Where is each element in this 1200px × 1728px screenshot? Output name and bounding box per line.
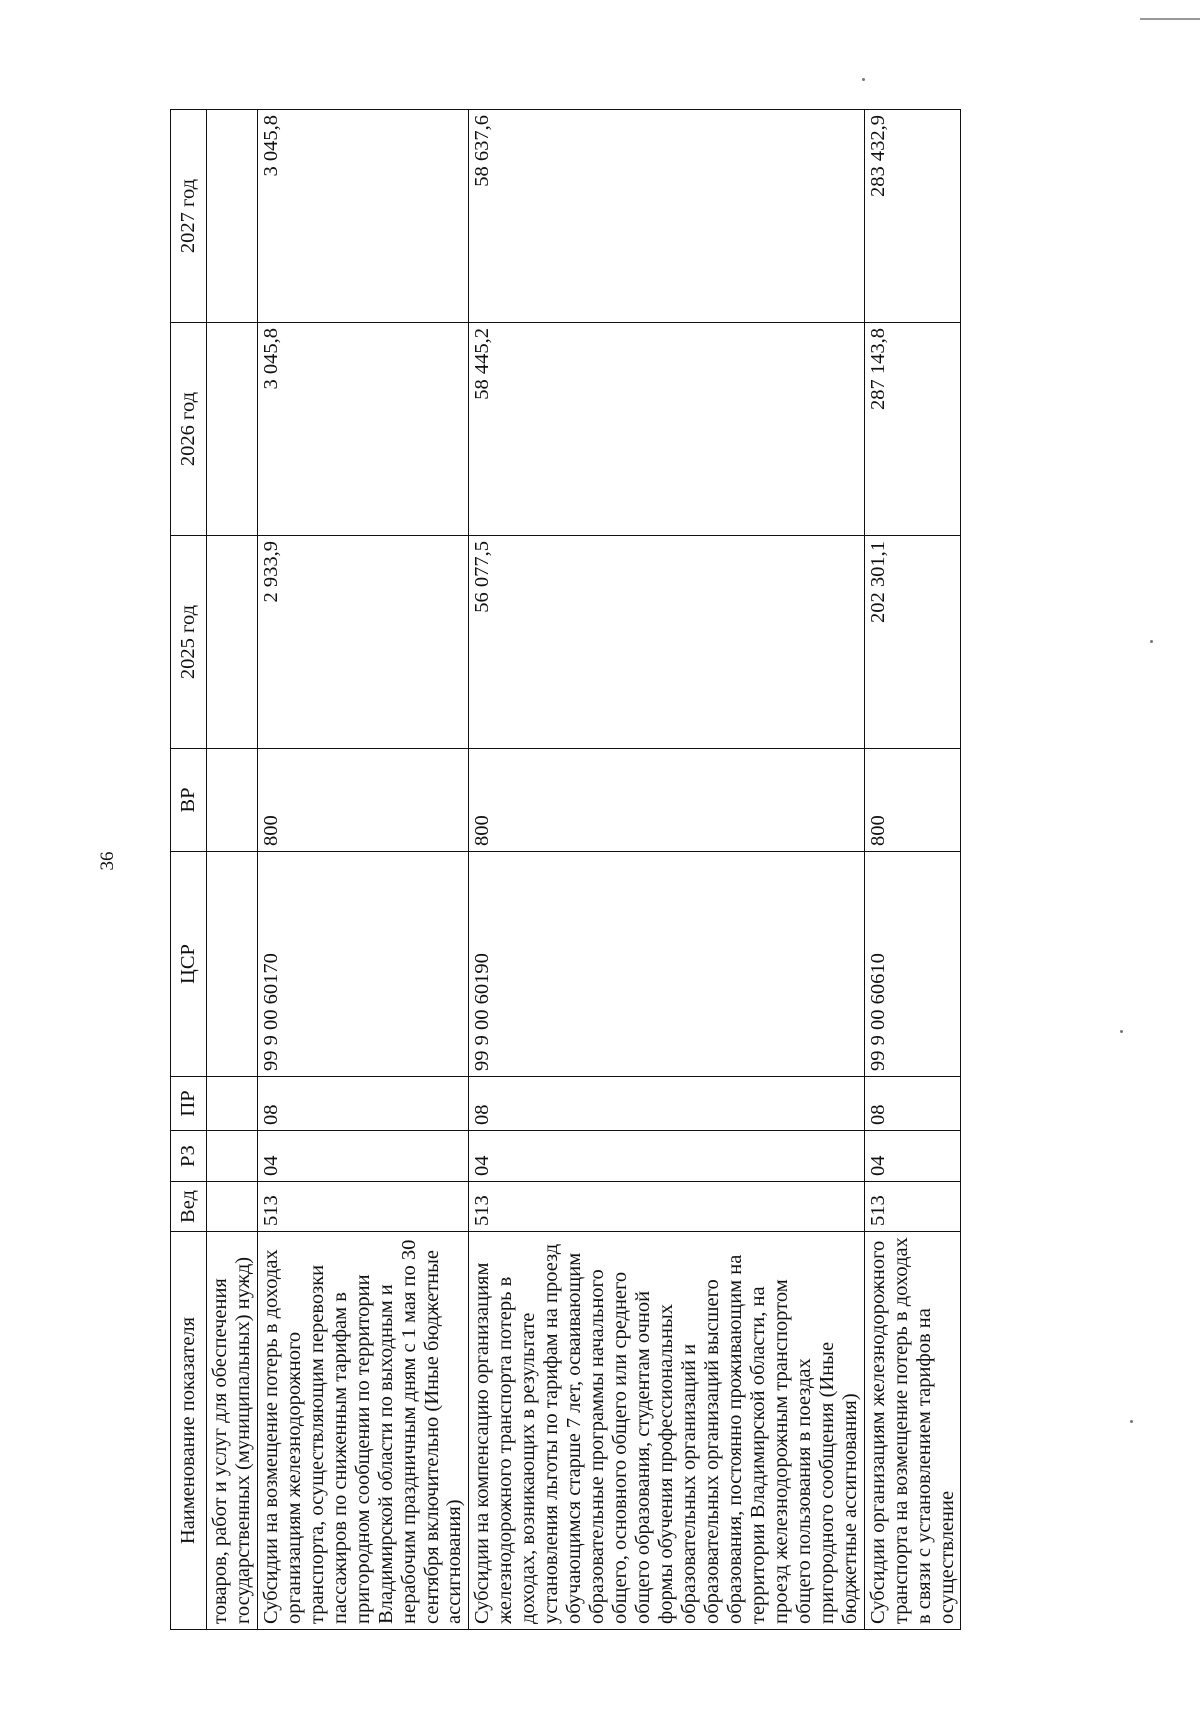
row-ved: [206, 1182, 257, 1232]
row-csr: 99 9 00 60170: [257, 852, 469, 1077]
row-2025: 56 077,5: [469, 536, 864, 749]
row-pr: 08: [469, 1077, 864, 1131]
row-csr: 99 9 00 60610: [864, 852, 961, 1077]
row-2026: 58 445,2: [469, 323, 864, 536]
row-csr: [206, 852, 257, 1077]
row-rz: 04: [469, 1131, 864, 1182]
scan-speck: [862, 78, 865, 81]
row-2027: [206, 110, 257, 323]
row-ved: 513: [469, 1182, 864, 1232]
page-number: 36: [97, 851, 118, 871]
header-ved: Вед: [171, 1182, 207, 1232]
row-2027: 3 045,8: [257, 110, 469, 323]
row-ved: 513: [257, 1182, 469, 1232]
header-2026: 2026 год: [171, 323, 207, 536]
row-2026: [206, 323, 257, 536]
row-name: товаров, работ и услуг для обеспечения государственных (муниципальных) нужд): [206, 1232, 257, 1630]
scan-speck: [1150, 640, 1153, 643]
row-name: Субсидии на возмещение потерь в доходах организациям железнодорожного транспорта, осуществляющим перевозки пассажиров по сниженным тарифам в пригородном сообщении по территории Владимирской области по выходным и нерабочим праздничным дням с 1 мая по 30 сентября включительно (Иные бюджетные ассигнования): [257, 1232, 469, 1630]
table-row: [257, 110, 469, 1630]
header-2027: 2027 год: [171, 110, 207, 323]
row-name: Субсидии организациям железнодорожного транспорта на возмещение потерь в доходах в связи с установлением тарифов на осуществление: [864, 1232, 961, 1630]
row-vr: [206, 749, 257, 852]
row-2025: 2 933,9: [257, 536, 469, 749]
row-vr: 800: [257, 749, 469, 852]
row-rz: [206, 1131, 257, 1182]
scan-speck: [1130, 1420, 1133, 1423]
table-row: [206, 110, 257, 1630]
row-2027: 58 637,6: [469, 110, 864, 323]
budget-table: [170, 109, 961, 1630]
row-vr: 800: [864, 749, 961, 852]
row-2026: 3 045,8: [257, 323, 469, 536]
header-name: Наименование показателя: [171, 1232, 207, 1630]
row-2025: 202 301,1: [864, 536, 961, 749]
row-2026: 287 143,8: [864, 323, 961, 536]
row-name: Субсидии на компенсацию организациям железнодорожного транспорта потерь в доходах, возникающих в результате установления льготы по тарифам на проезд обучающимся старше 7 лет, осваивающим образовательные программы начального общего, основного общего или среднего общего образования, студентам очной формы обучения профессиональных образовательных организаций и образовательных организаций высшего образования, постоянно проживающим на территории Владимирской области, на проезд железнодорожным транспортом общего пользования в поездах пригородного сообщения (Иные бюджетные ассигнования): [469, 1232, 864, 1630]
row-csr: 99 9 00 60190: [469, 852, 864, 1077]
header-rz: РЗ: [171, 1131, 207, 1182]
table-header-row: [171, 110, 207, 1630]
table-row: [469, 110, 864, 1630]
header-csr: ЦСР: [171, 852, 207, 1077]
scan-edge-line: [1140, 18, 1200, 20]
row-rz: 04: [257, 1131, 469, 1182]
row-2027: 283 432,9: [864, 110, 961, 323]
row-2025: [206, 536, 257, 749]
row-pr: [206, 1077, 257, 1131]
header-vr: ВР: [171, 749, 207, 852]
table-row: [864, 110, 961, 1630]
header-pr: ПР: [171, 1077, 207, 1131]
row-pr: 08: [257, 1077, 469, 1131]
row-vr: 800: [469, 749, 864, 852]
row-ved: 513: [864, 1182, 961, 1232]
row-pr: 08: [864, 1077, 961, 1131]
row-rz: 04: [864, 1131, 961, 1182]
budget-table-rotated: [170, 110, 1130, 1630]
header-2025: 2025 год: [171, 536, 207, 749]
